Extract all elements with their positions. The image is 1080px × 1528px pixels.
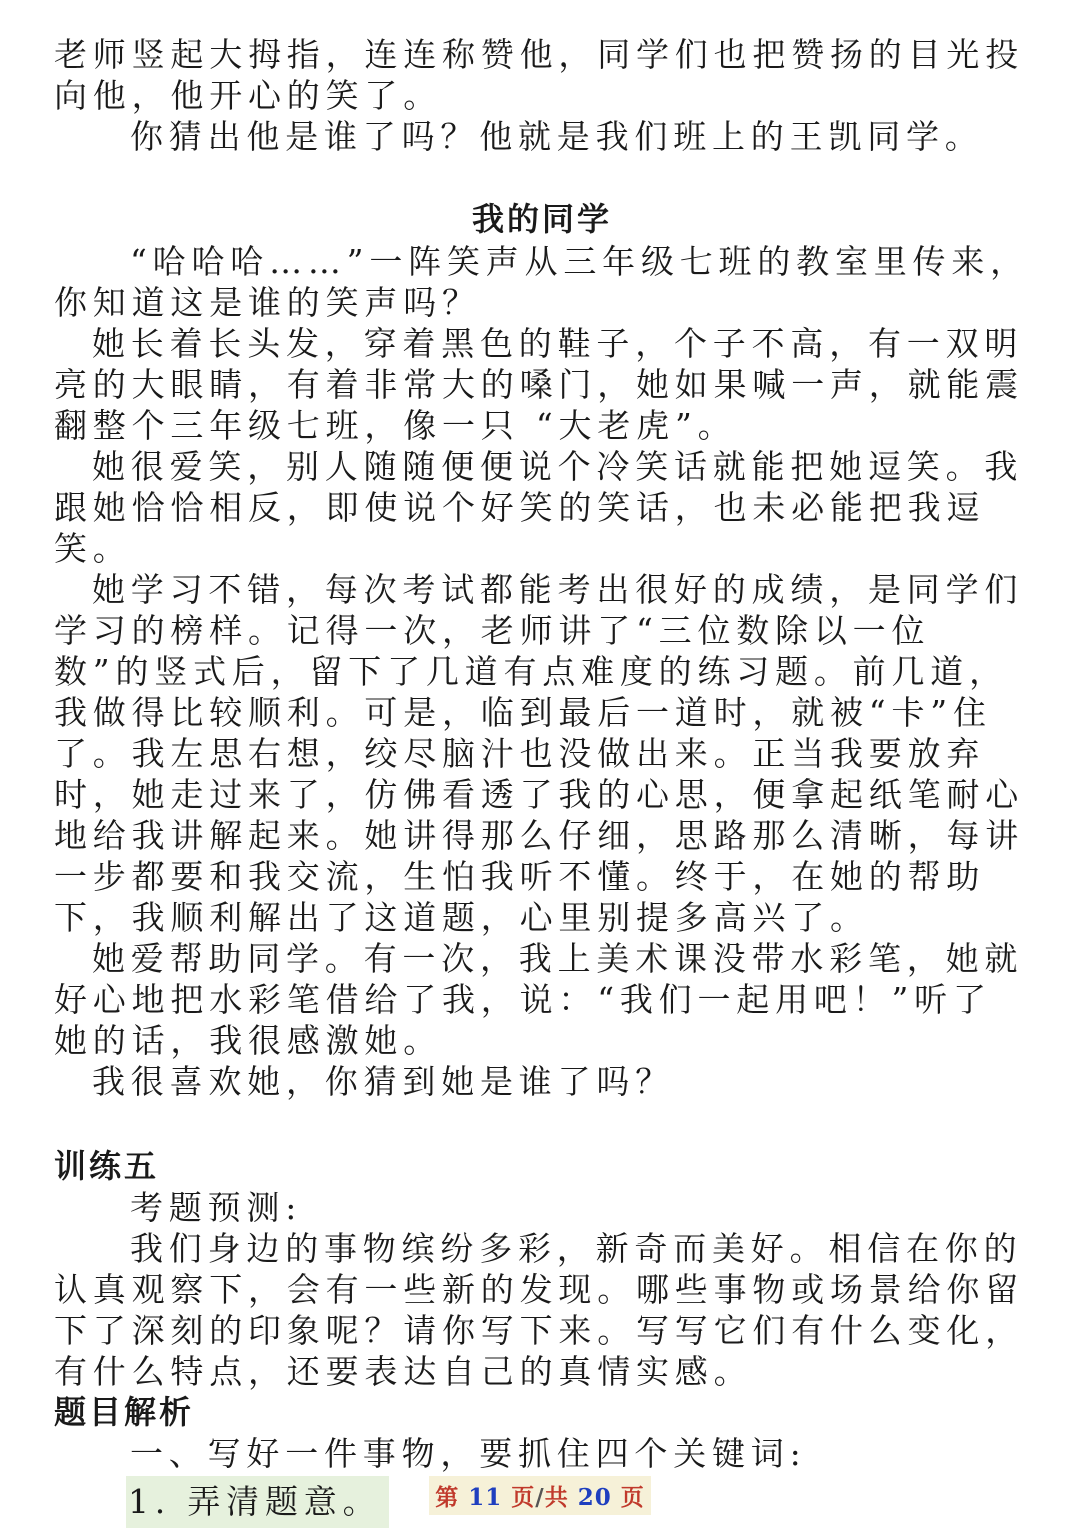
paragraph: 她爱帮助同学。有一次，我上美术课没带水彩笔，她就好心地把水彩笔借给了我，说：“我们一起用吧！”听了她的话，我很感激她。 bbox=[54, 939, 1024, 1060]
paragraph: 她很爱笑，别人随随便便说个冷笑话就能把她逗笑。我跟她恰恰相反，即使说个好笑的笑话，也未必能把我逗笑。 bbox=[54, 447, 1024, 568]
analysis-heading: 题目解析 bbox=[54, 1393, 195, 1431]
forecast-label: 考题预测: bbox=[130, 1188, 303, 1227]
paragraph: 你猜出他是谁了吗？他就是我们班上的王凯同学。 bbox=[130, 117, 984, 156]
prompt-paragraph: 我们身边的事物缤纷多彩，新奇而美好。相信在你的认真观察下，会有一些新的发现。哪些事物或场景给你留下了深刻的印象呢？请你写下来。写写它们有什么变化，有什么特点，还要表达自己的真情实感。 bbox=[54, 1229, 1024, 1391]
paragraph: 老师竖起大拇指，连连称赞他，同学们也把赞扬的目光投向他，他开心的笑了。 bbox=[54, 35, 1024, 115]
essay-title: 我的同学 bbox=[471, 200, 612, 238]
paragraph: 我很喜欢她，你猜到她是谁了吗？ bbox=[92, 1062, 674, 1101]
paragraph: “哈哈哈……”一阵笑声从三年级七班的教室里传来，你知道这是谁的笑声吗？ bbox=[54, 242, 1029, 322]
highlighted-point: 1. 弄清题意。 bbox=[126, 1476, 389, 1528]
paragraph: 她长着长头发，穿着黑色的鞋子，个子不高，有一双明亮的大眼睛，有着非常大的嗓门，她如果喊一声，就能震翻整个三年级七班，像一只 “大老虎”。 bbox=[54, 324, 1024, 445]
page-separator: / bbox=[535, 1484, 545, 1511]
total-pages-number: 20 bbox=[577, 1484, 612, 1511]
document-page bbox=[54, 34, 1030, 1528]
paragraph: 她学习不错，每次考试都能考出很好的成绩，是同学们学习的榜样。记得一次，老师讲了“三位数除以一位数”的竖式后，留下了几道有点难度的练习题。前几道，我做得比较顺利。可是，临到最后一道时，就被“卡”住了。我左思右想，绞尽脑汁也没做出来。正当我要放弃时，她走过来了，仿佛看透了我的心思，便拿起纸笔耐心地给我讲解起来。她讲得那么仔细，思路那么清晰，每讲一步都要和我交流，生怕我听不懂。终于，在她的帮助下，我顺利解出了这道题，心里别提多高兴了。 bbox=[54, 570, 1024, 937]
page-word: 页 bbox=[511, 1484, 536, 1511]
current-page-number: 11 bbox=[468, 1484, 503, 1511]
page-indicator bbox=[429, 1476, 651, 1515]
page-footer bbox=[0, 1476, 1080, 1515]
analysis-intro: 一、写好一件事物，要抓住四个关键词: bbox=[130, 1434, 807, 1473]
page-prefix: 第 bbox=[435, 1484, 460, 1511]
spacer bbox=[54, 1102, 1030, 1146]
page-suffix: 页 bbox=[620, 1484, 645, 1511]
section-heading: 训练五 bbox=[54, 1147, 160, 1185]
total-prefix: 共 bbox=[544, 1484, 569, 1511]
